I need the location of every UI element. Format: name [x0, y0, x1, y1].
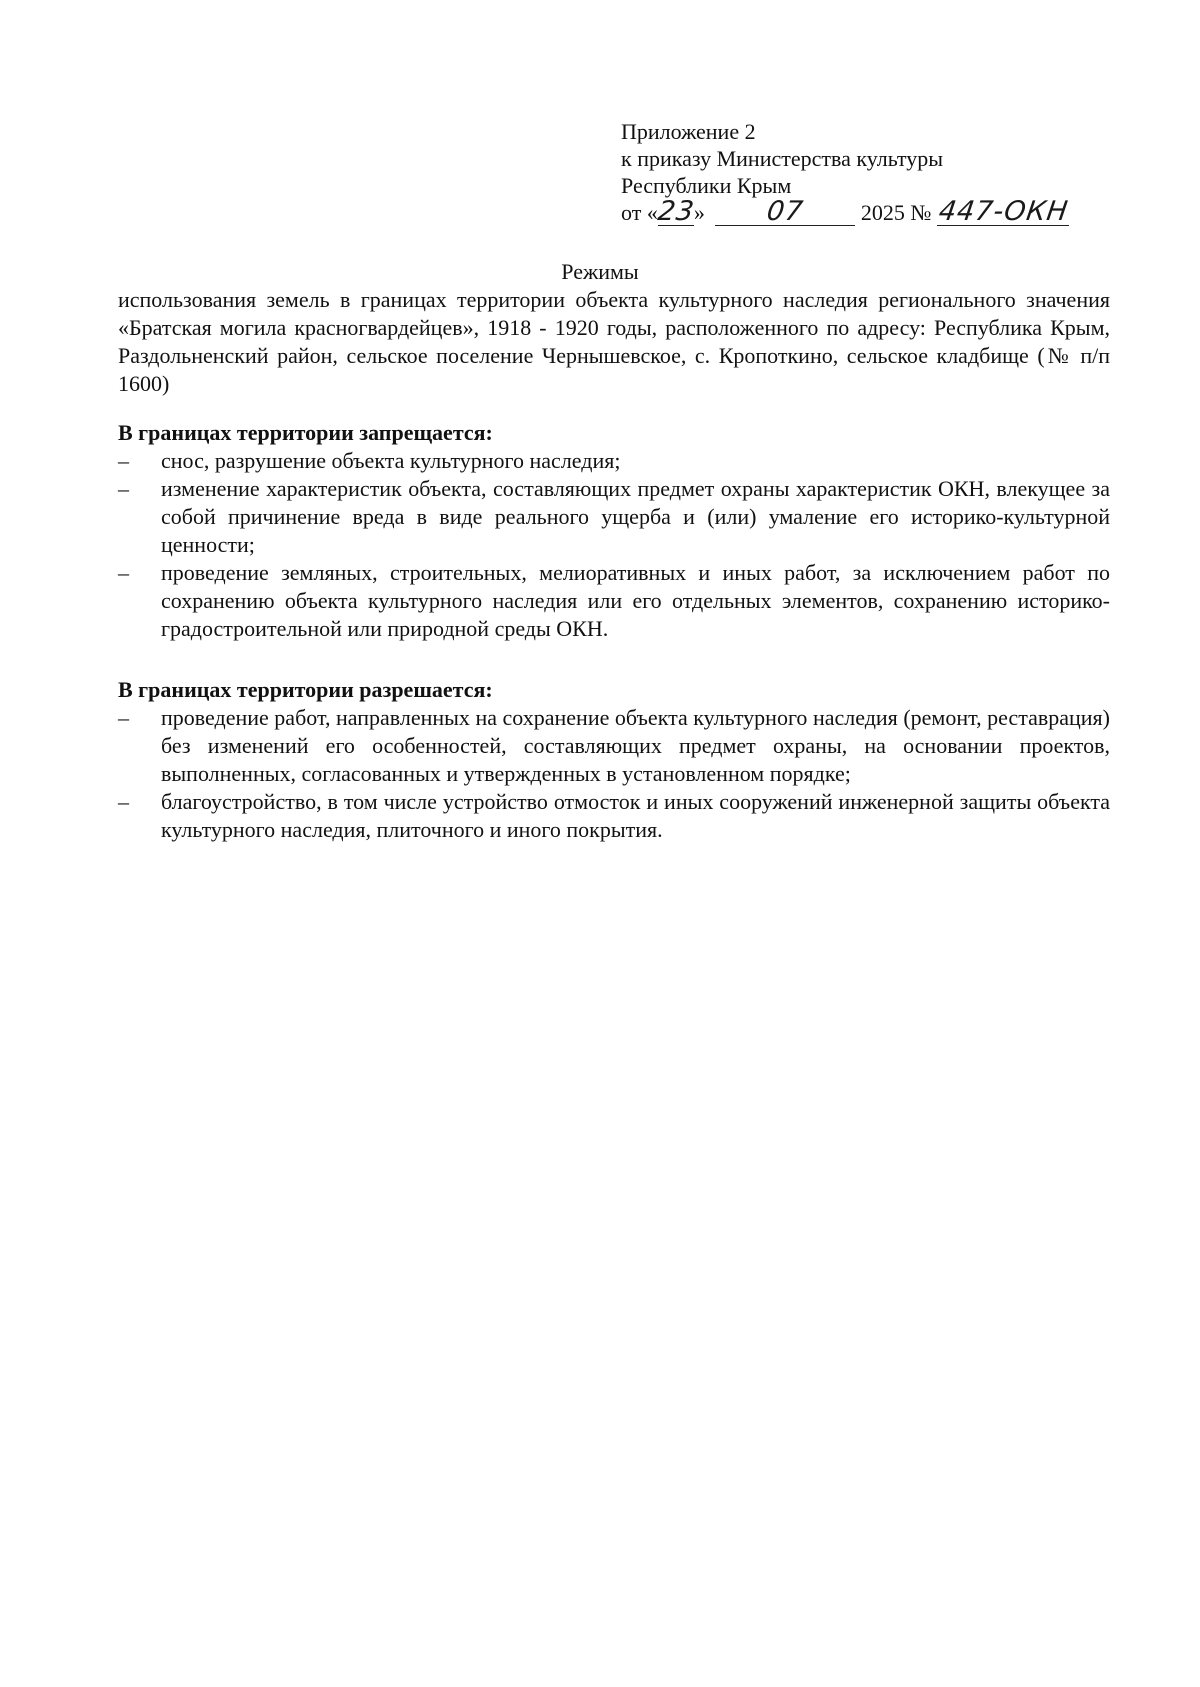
dash-bullet: – [118, 789, 129, 814]
date-prefix: от « [621, 200, 658, 225]
date-day-handwritten: 23 [655, 196, 697, 227]
document-title: Режимы [561, 259, 639, 284]
permitted-list [118, 704, 1110, 844]
list-item-text: изменение характеристик объекта, составляющих предмет охраны характеристик ОКН, влекущее за собой причинение вреда в виде реального ущерба и (или) умаление его историко-культурной ценности; [161, 476, 1110, 557]
prohibited-section [118, 419, 1110, 643]
appendix-header [621, 118, 1091, 226]
list-item [118, 559, 1110, 643]
republic-name: Республики Крым [621, 173, 792, 198]
dash-bullet: – [118, 448, 129, 473]
list-item [118, 704, 1110, 788]
permitted-section [118, 676, 1110, 844]
prohibited-heading: В границах территории запрещается: [118, 420, 493, 445]
dash-bullet: – [118, 705, 129, 730]
date-month-handwritten: 07 [764, 196, 806, 227]
list-item [118, 475, 1110, 559]
list-item-text: благоустройство, в том числе устройство отмосток и иных сооружений инженерной защиты объекта культурного наследия, плиточного и иного покрытия. [161, 789, 1110, 842]
order-reference: к приказу Министерства культуры [621, 146, 944, 171]
list-item [118, 447, 1110, 475]
date-day-field [655, 196, 697, 227]
dash-bullet: – [118, 476, 129, 501]
list-item [118, 788, 1110, 844]
list-item-text: проведение работ, направленных на сохранение объекта культурного наследия (ремонт, реставрация) без изменений его особенностей, составляющих предмет охраны, на основании проектов, выполненных, согласованных и утвержденных в установленном порядке; [161, 705, 1110, 786]
date-month-field [715, 196, 855, 227]
intro-paragraph: использования земель в границах территории объекта культурного наследия регионального значения «Братская могила красногвардейцев», 1918 - 1920 годы, расположенного по адресу: Республика Крым, Раздольненский район, сельское поселение Чернышевское, с. Кропоткино, сельское кладбище (№ п/п 1600) [118, 287, 1110, 396]
order-date-line [621, 196, 1091, 227]
permitted-heading: В границах территории разрешается: [118, 677, 493, 702]
order-number-handwritten: 447-ОКН [936, 196, 1071, 227]
date-close-quote: » [693, 200, 705, 225]
list-item-text: проведение земляных, строительных, мелиоративных и иных работ, за исключением работ по сохранению объекта культурного наследия или его отдельных элементов, сохранению историко-градостроительной или природной среды ОКН. [161, 560, 1110, 641]
list-item-text: снос, разрушение объекта культурного наследия; [161, 448, 621, 473]
order-number-field [936, 196, 1071, 227]
date-year: 2025 № [860, 200, 932, 225]
prohibited-list [118, 447, 1110, 643]
dash-bullet: – [118, 560, 129, 585]
appendix-number: Приложение 2 [621, 119, 756, 144]
